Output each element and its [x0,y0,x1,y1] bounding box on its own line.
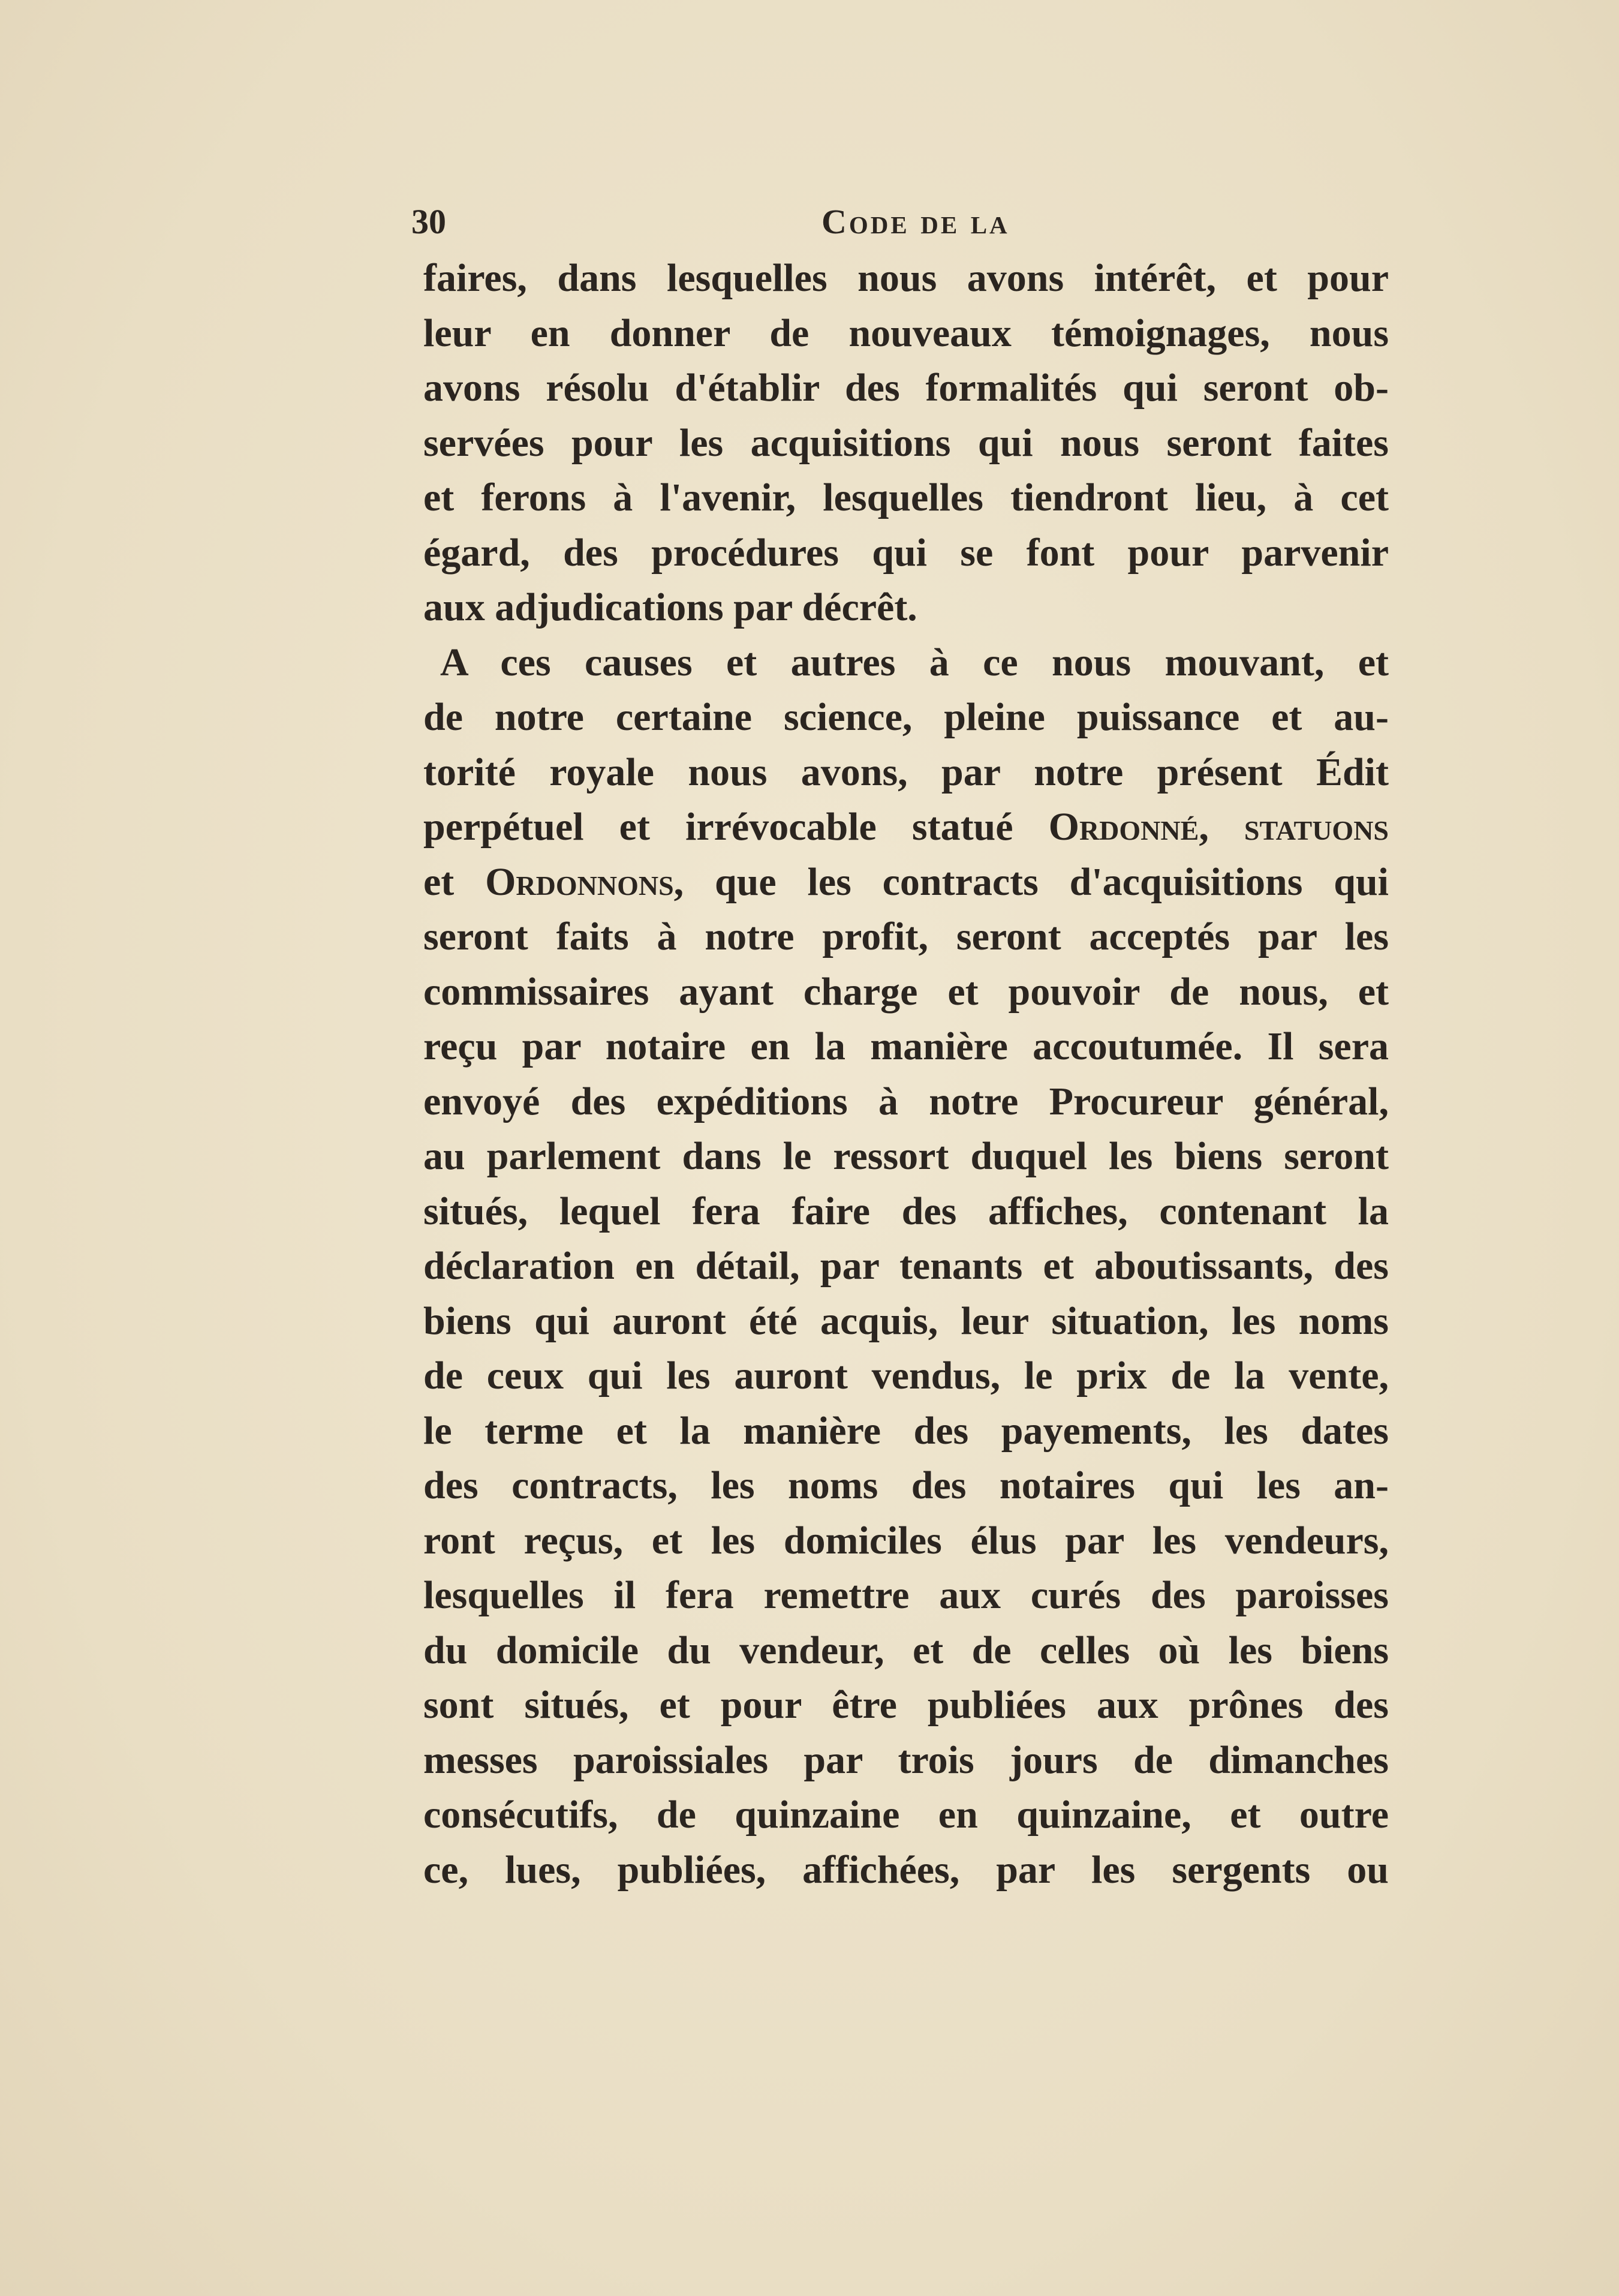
text-line [423,1843,1389,1898]
text-line [423,690,1389,745]
text-segment: de ceux qui les auront vendus, le prix de la vente, [423,1354,1389,1398]
text-line [423,1787,1389,1843]
text-segment: consécutifs, de quinzaine en quinzaine, et outre [423,1793,1389,1837]
text-segment: avons résolu d'établir des formalités qui seront ob- [423,366,1389,410]
text-segment: envoyé des expéditions à notre Procureur général, [423,1079,1389,1123]
text-segment: du domicile du vendeur, et de celles où les biens [423,1628,1389,1672]
text-segment: , [1199,805,1244,849]
text-segment: sont situés, et pour être publiées aux prônes des [423,1683,1389,1727]
text-segment: commissaires ayant charge et pouvoir de nous, et [423,969,1389,1014]
text-segment: seront faits à notre profit, seront acceptés par les [423,915,1389,958]
text-line [423,1678,1389,1733]
text-line [423,1184,1389,1239]
text-segment: faires, dans lesquelles nous avons intérêt, et pour [423,256,1389,300]
text-segment: ront reçus, et les domiciles élus par les vendeurs, [423,1518,1389,1562]
small-caps-word: Ordonné [1048,805,1199,849]
text-line [423,470,1389,525]
text-segment: lesquelles il fera remettre aux curés des paroisses [423,1573,1389,1617]
body-text [423,251,1389,1897]
text-line [423,1129,1389,1184]
text-segment: aux adjudications par décrêt. [423,585,917,629]
text-line [423,1568,1389,1623]
text-line [423,855,1389,910]
text-line [423,1019,1389,1074]
text-line [423,1348,1389,1404]
text-line [423,525,1389,581]
small-caps-word: Ordonnons [485,860,674,904]
small-caps-word: statuons [1244,805,1389,849]
text-segment: de notre certaine science, pleine puissance et au- [423,695,1389,739]
text-line [423,1513,1389,1568]
text-line [423,1733,1389,1788]
page-number: 30 [411,202,446,241]
text-line [423,360,1389,416]
text-line [423,306,1389,361]
text-segment: ce, lues, publiées, affichées, par les sergents ou [423,1847,1389,1892]
text-segment: messes paroissiales par trois jours de dimanches [423,1738,1389,1782]
text-segment: au parlement dans le ressort duquel les biens seront [423,1134,1389,1178]
text-line [423,1294,1389,1349]
text-line [423,251,1389,306]
running-title: Code de la [821,202,1010,241]
text-segment: situés, lequel fera faire des affiches, contenant la [423,1189,1389,1233]
text-line [423,1458,1389,1513]
text-segment: perpétuel et irrévocable statué [423,805,1049,849]
text-segment: leur en donner de nouveaux témoignages, nous [423,311,1389,355]
text-line [423,909,1389,964]
text-line [423,1239,1389,1294]
text-segment: des contracts, les noms des notaires qui les an- [423,1463,1389,1507]
text-segment: biens qui auront été acquis, leur situation, les noms [423,1299,1389,1343]
text-segment: A ces causes et autres à ce nous mouvant, et [440,640,1389,684]
text-line [423,580,1389,635]
text-segment: égard, des procédures qui se font pour parvenir [423,530,1389,575]
text-line [423,1404,1389,1459]
text-line [423,745,1389,800]
text-line [423,1623,1389,1678]
text-line [423,635,1389,690]
text-segment: déclaration en détail, par tenants et aboutissants, des [423,1244,1389,1288]
text-line [423,800,1389,855]
text-line [423,1074,1389,1129]
text-line [423,964,1389,1020]
text-segment: torité royale nous avons, par notre présent Édit [423,750,1389,794]
text-segment: reçu par notaire en la manière accoutumée. Il sera [423,1024,1389,1068]
text-line [423,416,1389,471]
text-segment: , que les contracts d'acquisitions qui [673,860,1389,904]
text-segment: servées pour les acquisitions qui nous seront faites [423,420,1389,465]
text-segment: et ferons à l'avenir, lesquelles tiendront lieu, à cet [423,476,1389,519]
text-segment: et [423,860,486,904]
text-segment: le terme et la manière des payements, les dates [423,1408,1389,1453]
